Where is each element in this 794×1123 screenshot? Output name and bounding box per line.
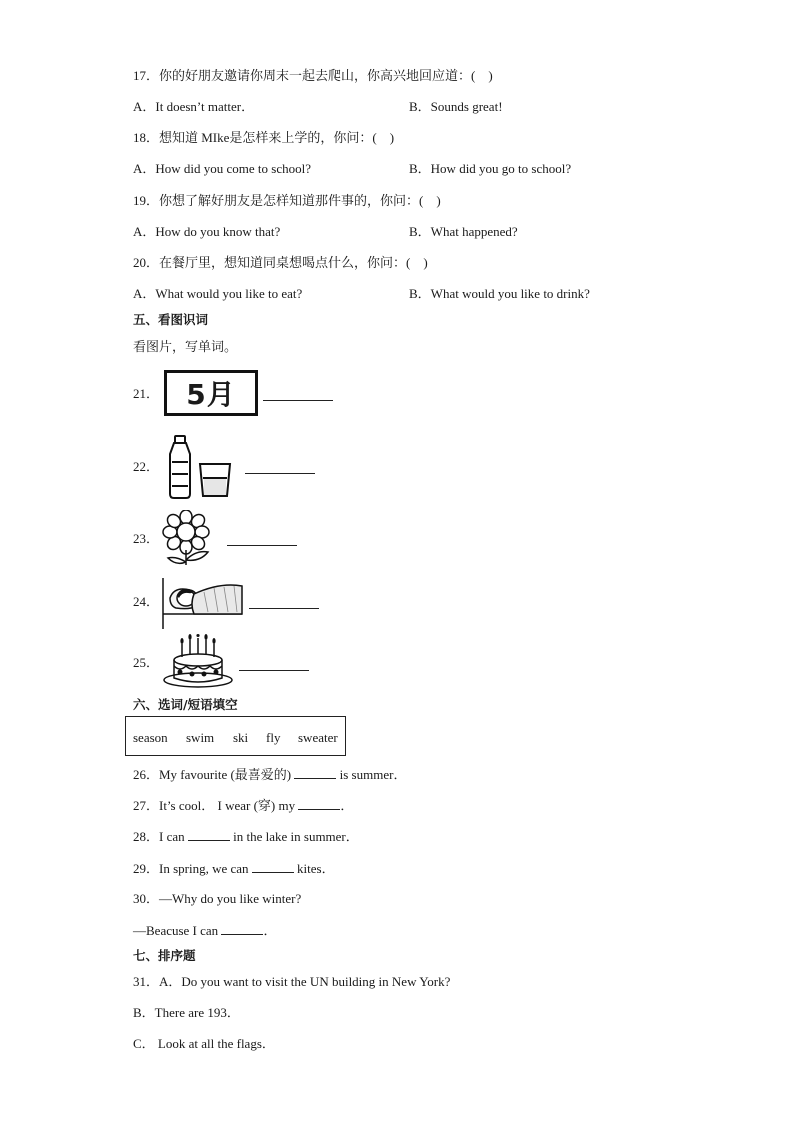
question-20-option-a: A．What would you like to eat? bbox=[133, 286, 303, 301]
word-bank-box bbox=[125, 716, 346, 756]
question-28-post: in the lake in summer． bbox=[229, 829, 359, 844]
question-18-option-b: B．How did you go to school? bbox=[409, 161, 572, 176]
question-30-pre: —Beacuse I can bbox=[133, 923, 222, 938]
answer-blank-23[interactable] bbox=[227, 545, 297, 546]
question-19-option-a: A．How do you know that? bbox=[133, 224, 281, 239]
question-28-pre: 28．I can bbox=[133, 829, 188, 844]
question-20-stem: 20．在餐厅里，想知道同桌想喝点什么，你问：( ) bbox=[133, 255, 428, 270]
answer-blank-29[interactable] bbox=[252, 860, 294, 873]
section-5-instruction: 看图片，写单词。 bbox=[133, 339, 238, 354]
word-bank-item: fly bbox=[266, 730, 281, 745]
answer-blank-24[interactable] bbox=[249, 608, 319, 609]
question-30-line1: 30．—Why do you like winter? bbox=[133, 891, 302, 906]
question-27 bbox=[133, 797, 353, 814]
calendar-may-text: 5月 bbox=[186, 378, 236, 411]
answer-blank-25[interactable] bbox=[239, 670, 309, 671]
item-24-number: 24． bbox=[133, 594, 160, 609]
section-7-heading: 七、排序题 bbox=[133, 948, 196, 963]
item-21-number: 21． bbox=[133, 386, 160, 401]
flower-icon bbox=[162, 510, 220, 566]
question-17-option-a: A．It doesn’t matter． bbox=[133, 99, 255, 114]
answer-blank-21[interactable] bbox=[263, 400, 333, 401]
answer-blank-28[interactable] bbox=[188, 828, 230, 841]
word-bank-item: swim bbox=[186, 730, 215, 745]
item-22-number: 22． bbox=[133, 459, 160, 474]
section-6-heading: 六、选词/短语填空 bbox=[133, 697, 238, 712]
item-25-number: 25． bbox=[133, 655, 160, 670]
question-31-option-a: 31．A．Do you want to visit the UN building in New York? bbox=[133, 974, 451, 989]
question-31-option-b: B．There are 193． bbox=[133, 1005, 240, 1020]
question-28 bbox=[133, 828, 359, 845]
calendar-may-icon bbox=[164, 370, 258, 416]
question-26-pre: 26．My favourite (最喜爱的) bbox=[133, 767, 295, 782]
question-19-option-b: B．What happened? bbox=[409, 224, 518, 239]
question-17-option-b: B．Sounds great! bbox=[409, 99, 503, 114]
answer-blank-22[interactable] bbox=[245, 473, 315, 474]
question-29-pre: 29．In spring, we can bbox=[133, 861, 252, 876]
birthday-cake-icon bbox=[162, 634, 234, 690]
question-30-line2 bbox=[133, 922, 276, 939]
answer-blank-30[interactable] bbox=[221, 922, 263, 935]
question-19-stem: 19．你想了解好朋友是怎样知道那件事的，你问：( ) bbox=[133, 193, 441, 208]
question-31-option-c: C． Look at all the flags． bbox=[133, 1036, 275, 1051]
word-bank-item: ski bbox=[233, 730, 249, 745]
question-18-option-a: A．How did you come to school? bbox=[133, 161, 312, 176]
answer-blank-27[interactable] bbox=[298, 797, 340, 810]
question-27-post: ． bbox=[340, 798, 354, 813]
question-26 bbox=[133, 766, 406, 783]
question-26-post: is summer． bbox=[336, 767, 407, 782]
question-20-option-b: B．What would you like to drink? bbox=[409, 286, 590, 301]
sleeping-in-bed-icon bbox=[160, 576, 244, 630]
water-bottle-glass-icon bbox=[164, 434, 236, 500]
question-27-pre: 27．It’s cool． I wear (穿) my bbox=[133, 798, 299, 813]
question-29 bbox=[133, 860, 335, 877]
section-5-heading: 五、看图识词 bbox=[133, 312, 209, 327]
item-23-number: 23． bbox=[133, 531, 160, 546]
answer-blank-26[interactable] bbox=[294, 766, 336, 779]
question-29-post: kites． bbox=[293, 861, 335, 876]
question-30-post: ． bbox=[263, 923, 277, 938]
question-17-stem: 17．你的好朋友邀请你周末一起去爬山，你高兴地回应道：( ) bbox=[133, 68, 493, 83]
word-bank-item: season bbox=[133, 730, 168, 745]
question-18-stem: 18．想知道 MIke是怎样来上学的，你问：( ) bbox=[133, 130, 395, 145]
word-bank-item: sweater bbox=[298, 730, 338, 745]
